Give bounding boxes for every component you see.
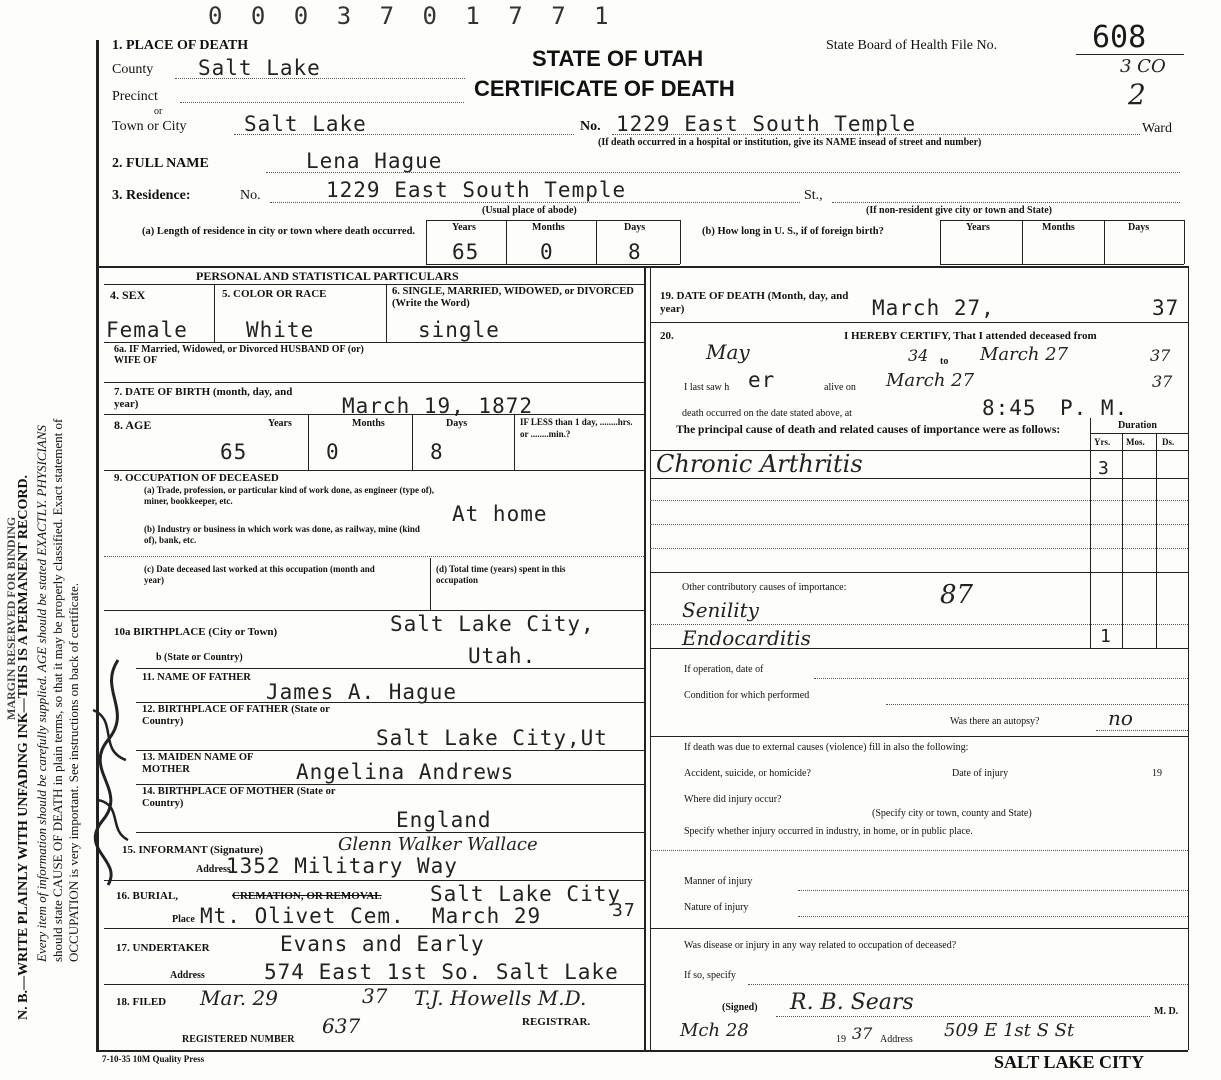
father-label: 11. NAME OF FATHER	[142, 672, 251, 683]
street-line	[612, 134, 1140, 135]
marital-value: single	[418, 318, 500, 342]
lr-days-header: Days	[624, 222, 646, 233]
attended-from: May	[706, 340, 750, 364]
frame-left	[96, 40, 99, 1050]
sign-year: 37	[852, 1024, 873, 1043]
county-value: Salt Lake	[198, 56, 321, 80]
dob-value: March 19, 1872	[342, 394, 534, 418]
occupation-b-label: (b) Industry or business in which work was done, as railway, mine (kind of), bank, etc.	[144, 524, 420, 545]
foreign-birth-label: (b) How long in U. S., if of foreign birth?	[702, 226, 884, 237]
row-sep-8	[136, 668, 644, 669]
ifso-line	[748, 984, 1188, 985]
row-sep-11	[136, 784, 644, 785]
contrib-line-2	[650, 648, 1188, 649]
occupation-label: 9. OCCUPATION OF DECEASED	[114, 472, 279, 484]
if-so-specify-label: If so, specify	[684, 970, 736, 981]
certify-label: 20.	[660, 330, 674, 342]
cause-duration-years: 3	[1098, 458, 1110, 479]
undertaker-label: 17. UNDERTAKER	[116, 942, 210, 954]
manner-line	[798, 890, 1188, 891]
cause-value: Chronic Arthritis	[656, 450, 863, 478]
margin-instructions-1: Every item of information should be carefully supplied. AGE should be stated EXACTLY. PHYSICIANS	[34, 425, 49, 962]
residence-line	[270, 202, 800, 203]
physician-address-label: Address	[880, 1034, 913, 1045]
md-label: M. D.	[1154, 1006, 1179, 1017]
row-sep-5	[104, 470, 644, 471]
last-saw-her: er	[748, 368, 776, 392]
form-state-title: STATE OF UTAH	[532, 46, 704, 71]
undertaker-address: 574 East 1st So. Salt Lake	[264, 960, 619, 984]
last-saw-label: I last saw h	[684, 382, 730, 393]
father-bp-value: Salt Lake City,Ut	[376, 726, 608, 750]
autopsy-line	[1096, 730, 1188, 731]
informant-address-label: Address	[196, 864, 231, 875]
occupation-c-label: (c) Date deceased last worked at this occupation (month and year)	[144, 564, 375, 585]
injury-year-label: 19	[1152, 768, 1162, 779]
nature-injury-label: Nature of injury	[684, 902, 749, 913]
burial-place: Mt. Olivet Cem.	[200, 904, 405, 928]
full-name-label: 2. FULL NAME	[112, 156, 209, 171]
or-label: or	[154, 106, 163, 117]
margin-instructions-2: should state CAUSE OF DEATH in plain terms, so that it may be properly classified. Exact statement of	[50, 418, 65, 962]
injury-line-1	[650, 850, 1188, 851]
if-less-label: IF LESS than 1 day, ........hrs. or ........min.?	[520, 417, 633, 439]
accident-label: Accident, suicide, or homicide?	[684, 768, 811, 779]
frame-right	[1188, 266, 1189, 1050]
residence-value: 1229 East South Temple	[326, 178, 627, 202]
specify-city-note: (Specify city or town, county and State)	[872, 808, 1032, 819]
alive-on-label: alive on	[824, 382, 856, 393]
certify-text: I HEREBY CERTIFY, That I attended deceased from	[844, 330, 1097, 342]
personal-heading: PERSONAL AND STATISTICAL PARTICULARS	[196, 269, 459, 283]
occupation-related-label: Was disease or injury in any way related to occupation of deceased?	[684, 940, 957, 951]
file-mark: 2	[1128, 78, 1146, 111]
where-injury-label: Where did injury occur?	[684, 794, 782, 805]
duration-label: Duration	[1118, 420, 1157, 431]
dod-value: March 27,	[872, 296, 995, 320]
condition-line	[886, 704, 1188, 705]
specify-industry-label: Specify whether injury occurred in industry, in home, or in public place.	[684, 826, 973, 837]
lr-days: 8	[628, 240, 642, 264]
fb-box-top	[940, 220, 1184, 221]
rrow-sep-1	[650, 322, 1188, 323]
informant-signature: Glenn Walker Wallace	[338, 834, 538, 855]
st-line	[832, 202, 1180, 203]
cause-label: The principal cause of death and related causes of importance were as follows:	[676, 424, 1061, 436]
color-label: 5. COLOR OR RACE	[222, 288, 327, 300]
cause-line-5	[650, 572, 1188, 573]
fb-years-header: Years	[966, 222, 990, 233]
informant-label: 15. INFORMANT (Signature)	[122, 844, 264, 856]
mother-bp-label: 14. BIRTHPLACE OF MOTHER (State or Country)	[142, 786, 336, 809]
registrar-signature: T.J. Howells M.D.	[414, 986, 587, 1010]
manner-injury-label: Manner of injury	[684, 876, 753, 887]
fb-div-4	[1184, 220, 1185, 264]
age-days: 8	[430, 440, 444, 464]
death-time-pm: P. M.	[1060, 396, 1129, 420]
autopsy-label: Was there an autopsy?	[950, 716, 1040, 727]
footer-city: SALT LAKE CITY	[994, 1052, 1145, 1072]
lr-years: 65	[452, 240, 480, 264]
form-certificate-title: CERTIFICATE OF DEATH	[474, 76, 735, 101]
burial-place-label: Place	[172, 914, 195, 925]
operation-label: If operation, date of	[684, 664, 764, 675]
filed-year: 37	[362, 984, 388, 1008]
death-time: 8:45	[982, 396, 1037, 420]
row-sep-12	[136, 832, 644, 833]
registrar-label: REGISTRAR.	[522, 1016, 591, 1028]
condition-label: Condition for which performed	[684, 690, 810, 701]
fb-div-3	[1104, 220, 1105, 264]
filed-date: Mar. 29	[200, 986, 278, 1010]
dob-label: 7. DATE OF BIRTH (month, day, and year)	[114, 386, 293, 410]
occupation-a-label: (a) Trade, profession, or particular kind of work done, as engineer (type of), miner, bookkeeper, etc.	[144, 485, 434, 506]
file-no-label: State Board of Health File No.	[826, 38, 998, 53]
lr-box-bottom	[426, 264, 680, 265]
duration-sep	[1090, 433, 1188, 434]
lr-div-3	[596, 220, 597, 264]
filed-label: 18. FILED	[116, 996, 167, 1008]
attended-to: March 27	[980, 344, 1069, 365]
fb-div-1	[940, 220, 941, 264]
row-sep-6	[104, 556, 644, 557]
row-sep-14	[104, 928, 644, 929]
mother-bp-value: England	[396, 808, 492, 832]
age-days-header: Days	[446, 418, 468, 429]
burial-year: 37	[612, 900, 636, 921]
burial-city: Salt Lake City	[430, 882, 622, 906]
town-line	[234, 134, 574, 135]
age-years: 65	[220, 440, 248, 464]
burial-label: 16. BURIAL,	[116, 890, 179, 902]
usual-abode-note: (Usual place of abode)	[482, 205, 577, 216]
attended-to-year: 37	[1150, 346, 1171, 365]
physician-signature: R. B. Sears	[790, 990, 914, 1015]
occupation-value: At home	[452, 502, 548, 526]
cause-line-3	[650, 524, 1188, 525]
row-sep-3	[104, 382, 644, 383]
lr-div-2	[506, 220, 507, 264]
margin-instructions-3: OCCUPATION is very important. See instructions on back of certificate.	[66, 583, 81, 962]
fb-box-bottom	[940, 264, 1184, 265]
county-line	[175, 78, 465, 79]
operation-line	[814, 678, 1188, 679]
sex-div	[214, 284, 215, 342]
dod-label: 19. DATE OF DEATH (Month, day, and year)	[660, 290, 849, 315]
cause-line-4	[650, 548, 1188, 549]
contrib-line-1	[650, 624, 1188, 625]
last-saw-date: March 27	[886, 370, 975, 391]
duration-col-3	[1156, 433, 1157, 648]
age-div-3	[514, 414, 515, 470]
undertaker-value: Evans and Early	[280, 932, 485, 956]
to-label: to	[940, 356, 949, 367]
print-info: 7-10-35 10M Quality Press	[102, 1054, 205, 1064]
lr-years-header: Years	[452, 222, 476, 233]
frame-middle	[644, 266, 646, 1050]
contributory-2-duration: 1	[1100, 626, 1112, 647]
st-label: St.,	[804, 188, 823, 203]
file-no-line	[1076, 54, 1184, 55]
serial-number: 0 0 0 3 7 0 1 7 7 1	[208, 2, 616, 30]
cause-line-2	[650, 500, 1188, 501]
birthplace-state-label: b (State or Country)	[156, 652, 243, 663]
undertaker-address-label: Address	[170, 970, 205, 981]
registered-number-label: REGISTERED NUMBER	[182, 1034, 295, 1045]
death-time-label: death occurred on the date stated above, at	[682, 408, 852, 419]
row-sep-7	[104, 610, 644, 611]
lr-box-top	[426, 220, 680, 221]
physician-address: 509 E 1st S St	[944, 1020, 1075, 1041]
street-no-value: 1229 East South Temple	[616, 112, 917, 136]
fb-months-header: Months	[1042, 222, 1075, 233]
contributory-1: Senility	[682, 598, 759, 622]
contributory-1-note: 87	[940, 580, 974, 610]
occupation-d-label: (d) Total time (years) spent in this occupation	[436, 564, 566, 585]
age-months: 0	[326, 440, 340, 464]
street-no-label: No.	[580, 119, 601, 134]
color-div	[386, 284, 387, 342]
informant-address: 1352 Military Way	[226, 854, 458, 878]
length-residence-label: (a) Length of residence in city or town where death occurred.	[142, 226, 416, 237]
age-label: 8. AGE	[114, 418, 152, 432]
registered-number: 637	[322, 1014, 361, 1038]
residence-label: 3. Residence:	[112, 188, 191, 203]
attended-from-year: 34	[908, 346, 929, 365]
row-sep-1	[104, 284, 644, 285]
county-label: County	[112, 62, 154, 77]
fb-div-2	[1022, 220, 1023, 264]
lr-months: 0	[540, 240, 554, 264]
marital-label: 6. SINGLE, MARRIED, WIDOWED, or DIVORCED (Write the Word)	[392, 286, 634, 309]
row-sep-10	[136, 750, 644, 751]
hospital-note: (If death occurred in a hospital or institution, give its NAME insead of street and number)	[598, 137, 982, 148]
contributory-label: Other contributory causes of importance:	[682, 582, 847, 593]
sex-label: 4. SEX	[110, 288, 146, 302]
frame-middle-2	[650, 266, 651, 1050]
ward-label: Ward	[1142, 121, 1172, 136]
father-bp-label: 12. BIRTHPLACE OF FATHER (State or Country)	[142, 704, 330, 727]
dod-year: 37	[1152, 296, 1180, 320]
injury-date-label: Date of injury	[952, 768, 1009, 779]
row-sep-4	[104, 414, 644, 415]
signed-line	[776, 1016, 1150, 1017]
full-name-line	[266, 172, 1180, 173]
file-no-value: 608	[1092, 20, 1147, 55]
margin-binding-note: MARGIN RESERVED FOR BINDING	[4, 516, 18, 720]
nonresident-note: (If non-resident give city or town and State)	[866, 205, 1053, 216]
burial-struck: CREMATION, OR REMOVAL	[232, 890, 382, 902]
town-value: Salt Lake	[244, 112, 367, 136]
duration-ds-header: Ds.	[1162, 437, 1175, 447]
duration-mos-header: Mos.	[1126, 437, 1145, 447]
age-div-1	[308, 414, 309, 470]
lr-div-4	[680, 220, 681, 264]
age-months-header: Months	[352, 418, 385, 429]
full-name-value: Lena Hague	[306, 149, 443, 173]
duration-col-1	[1090, 418, 1091, 648]
margin-warning: N. B.—WRITE PLAINLY WITH UNFADING INK—THIS IS A PERMANENT RECORD.	[16, 474, 31, 1020]
signed-label: (Signed)	[722, 1002, 758, 1013]
sex-value: Female	[106, 318, 188, 342]
spouse-label: 6a. IF Married, Widowed, or Divorced HUSBAND OF (or) WIFE OF	[114, 344, 364, 366]
section-place-of-death: 1. PLACE OF DEATH	[112, 38, 249, 53]
town-label: Town or City	[112, 119, 187, 134]
row-sep-13	[104, 880, 644, 881]
sign-year-label: 19	[836, 1034, 846, 1045]
precinct-line	[180, 102, 464, 103]
mother-label: 13. MAIDEN NAME OF MOTHER	[142, 752, 254, 775]
sign-date: Mch 28	[680, 1020, 749, 1041]
age-years-header: Years	[268, 418, 292, 429]
nature-line	[798, 916, 1188, 917]
birthplace-label: 10a BIRTHPLACE (City or Town)	[114, 626, 278, 638]
age-div-2	[412, 414, 413, 470]
autopsy-value: no	[1108, 706, 1133, 730]
rrow-sep-2	[650, 736, 1188, 737]
residence-no-label: No.	[240, 188, 261, 203]
burial-date: March 29	[432, 904, 542, 928]
lr-months-header: Months	[532, 222, 565, 233]
duration-yrs-header: Yrs.	[1094, 437, 1111, 447]
birthplace-city: Salt Lake City,	[390, 612, 595, 636]
mother-value: Angelina Andrews	[296, 760, 515, 784]
external-causes-label: If death was due to external causes (violence) fill in also the following:	[684, 742, 969, 753]
fb-days-header: Days	[1128, 222, 1150, 233]
contributory-2: Endocarditis	[682, 626, 811, 650]
father-value: James A. Hague	[266, 680, 458, 704]
file-note: 3 CO	[1120, 56, 1166, 77]
row-sep-2	[104, 342, 644, 343]
rrow-sep-3	[650, 928, 1188, 929]
row-sep-9	[136, 702, 644, 703]
precinct-label: Precinct	[112, 89, 158, 104]
frame-personal-top	[96, 266, 1188, 268]
cause-line-1	[650, 478, 1188, 479]
color-value: White	[246, 318, 315, 342]
duration-col-2	[1122, 433, 1123, 648]
last-saw-year: 37	[1152, 372, 1173, 391]
birthplace-state: Utah.	[468, 644, 537, 668]
occ-div	[430, 558, 431, 610]
lr-div-1	[426, 220, 427, 264]
